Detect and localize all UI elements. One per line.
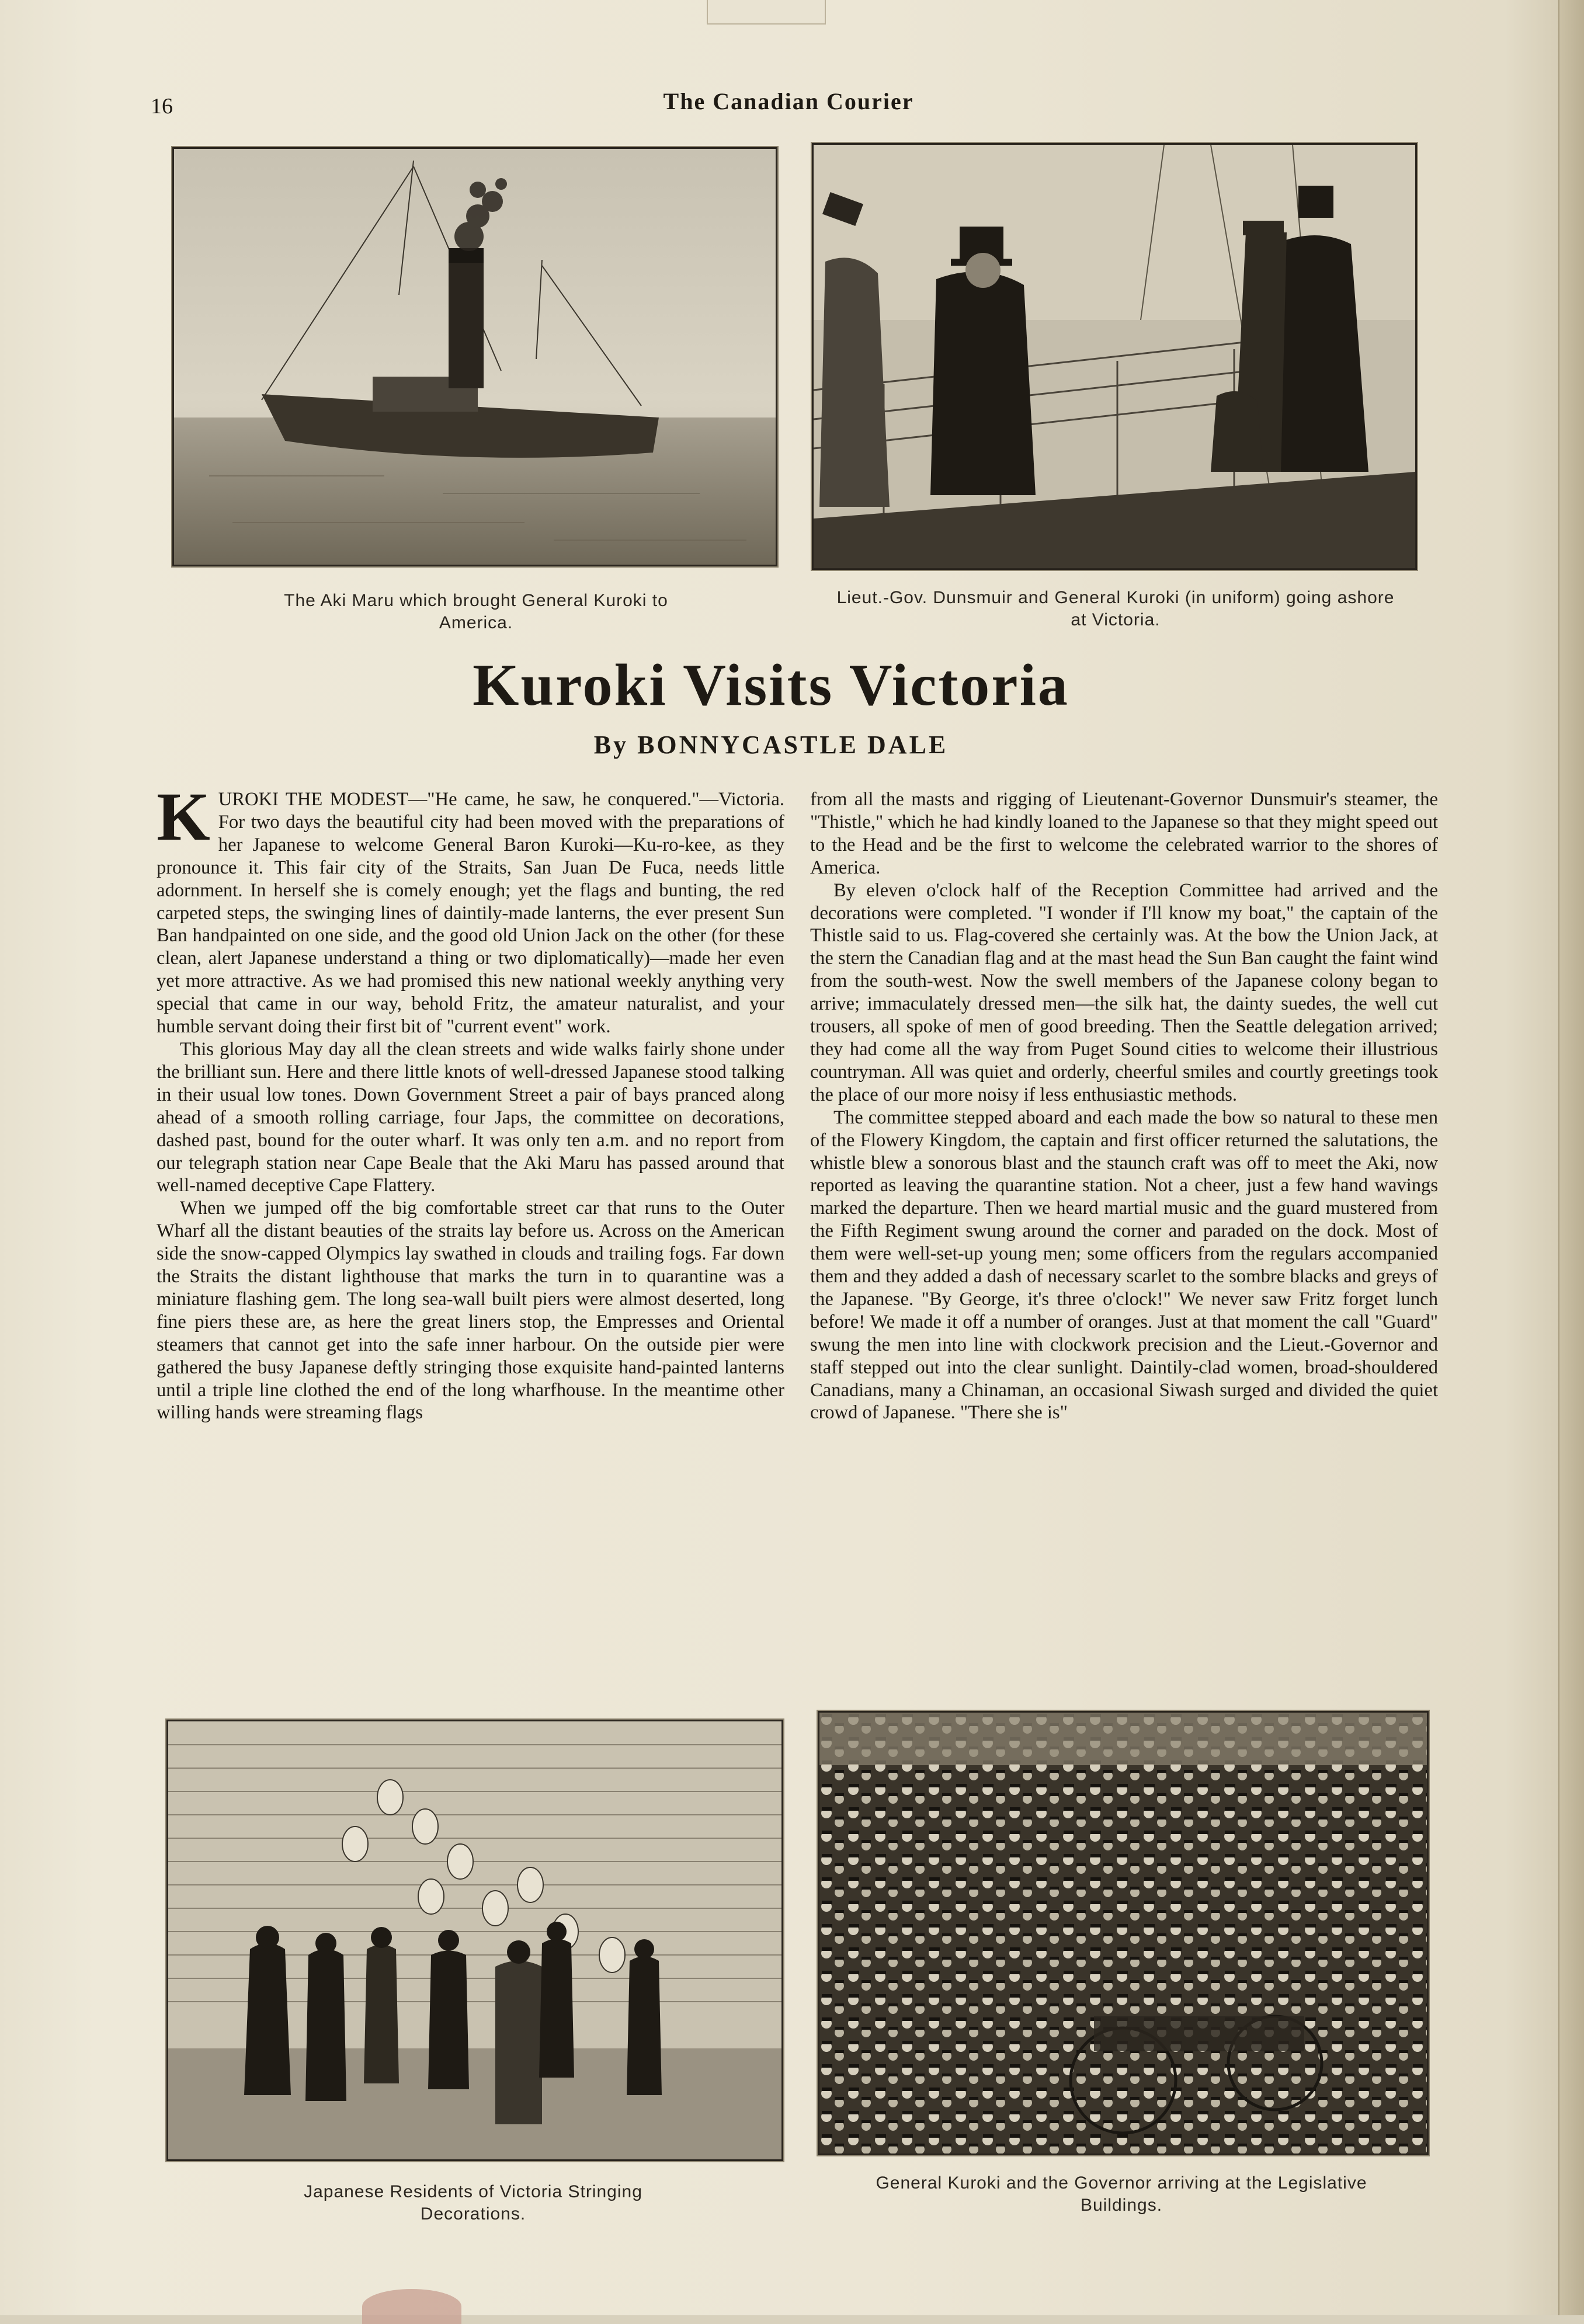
paragraph: When we jumped off the big comfortable street car that runs to the Outer Wharf all the distant beauties of the straits lay before us. Across on the American side the snow-capped Olympics lay swathed in clouds and trailing fogs. Far down the Straits the distant lighthouse that marks the turn in to quarantine was a miniature flashing gem. The long sea-wall built piers were almost deserted, long fine piers these are, as here the great liners stop, the Empresses and Oriental steamers that cannot get into the safe inner harbour. On the outside pier were gathered the busy Japanese deftly stringing those exquisite hand-painted lanterns until a triple line clothed the end of the long wharfhouse. In the meantime other willing hands were streaming flags [157,1198,784,1424]
drop-cap: K [157,788,210,855]
page-blot [362,2289,461,2324]
photo-going-ashore [812,143,1417,570]
article-column-1 [157,788,784,1699]
caption-legislative-arrival: General Kuroki and the Governor arriving at the Legislative Buildings. [876,2173,1367,2215]
paper-tab [707,0,826,25]
paragraph: This glorious May day all the clean streets and wide walks fairly shone under the brilliant sun. Here and there little knots of well-dressed Japanese stood talking in their usual low tones. Down Government Street a pair of bays pranced along ahead of a smooth rolling carriage, four Japs, the committee on decorations, dashed past, bound for the outer wharf. It was only ten a.m. and no report from our telegraph station near Cape Beale that the Aki Maru has passed around that well-named deceptive Cape Flattery. [157,1038,784,1196]
paragraph: from all the masts and rigging of Lieutenant-Governor Dunsmuir's steamer, the "Thistle," which he had kindly loaned to the Japanese so that they might speed out to the Head and be the first to welcome the celebrated warrior to the shores of America. [810,789,1438,878]
article-title: Kuroki Visits Victoria [473,652,1069,718]
crowd-illustration [819,1713,1427,2153]
caption-going-ashore: Lieut.-Gov. Dunsmuir and General Kuroki (in uniform) going ashore at Victoria. [836,588,1395,629]
article-column-2 [810,788,1438,1699]
paragraph: The committee stepped aboard and each made the bow so natural to these men of the Flowery Kingdom, the captain and first officer returned the salutations, the whistle blew a sonorous blast and the staunch craft was off to meet the Aki, now reported as leaving the quarantine station. Not a cheer, just a few hand wavings marked the departure. Then we heard martial music and the guard mustered from the Fifth Regiment swung around the corner and paraded on the dock. Most of them were well-set-up young men; some officers from the regulars accompanied them and they added a dash of necessary scarlet to the sombre blacks and greys of the Japanese. "By George, it's three o'clock!" We never saw Fritz forget lunch before! We made it off a number of oranges. Just at that moment the call "Guard" swung the men into line with clockwork precision and the Lieut.-Governor and staff stepped out into the clear sunlight. Daintily-clad women, broad-shouldered Canadians, many a Chinaman, an occasional Siwash surged and divided the quiet crowd of Japanese. "There she is" [810,1107,1438,1424]
photo-aki-maru [172,147,777,566]
steamship-illustration [174,149,776,565]
lanterns-illustration [168,1721,781,2159]
page-number: 16 [151,94,173,119]
photo-stringing-decorations [166,1720,783,2161]
publication-title: The Canadian Courier [663,88,914,114]
paragraph: By eleven o'clock half of the Reception Committee had arrived and the decorations were completed. "I wonder if I'll know my boat," the captain of the Thistle said to us. Flag-covered she certainly was. At the bow the Union Jack, at the stern the Canadian flag and at the mast head the Sun Ban caught the faint wind from the south-west. Now the swell members of the Japanese colony began to arrive; immaculately dressed men—the silk hat, the dainty suedes, the well cut trousers, all spoke of men of good breeding. Then the Seattle delegation arrived; they had come all the way from Puget Sound cities to welcome their illustrious countryman. All was quiet and orderly, cheerful smiles and courtly greetings took the place of our more noisy if less enthusiastic methods. [810,879,1438,1105]
paragraph: KUROKI THE MODEST—"He came, he saw, he conquered."—Victoria. For two days the beautiful city had been moved with the preparations of her Japanese to welcome General Baron Kuroki—Ku-ro-kee, as they pronounce it. This fair city of the Straits, San Juan De Fuca, needs little adornment. In herself she is comely enough; yet the flags and bunting, the red carpeted steps, the swinging lines of daintily-made lanterns, the ever present Sun Ban handpainted on one side, and the good old Union Jack on the other (for these clean, alert Japanese understand a thing or two diplomatically)—made her even yet more attractive. As we had promised this new national weekly anything very special that came in our way, behold Fritz, the amateur naturalist, and your humble servant doing their first bit of "current event" work. [157,788,784,1038]
dignitaries-illustration [814,145,1415,568]
page-edge [1558,0,1584,2315]
article-byline: By BONNYCASTLE DALE [593,730,949,759]
caption-stringing-decorations: Japanese Residents of Victoria Stringing Decorations. [304,2182,642,2224]
caption-aki-maru: The Aki Maru which brought General Kuroki to America. [284,591,668,632]
photo-legislative-arrival [818,1711,1429,2155]
